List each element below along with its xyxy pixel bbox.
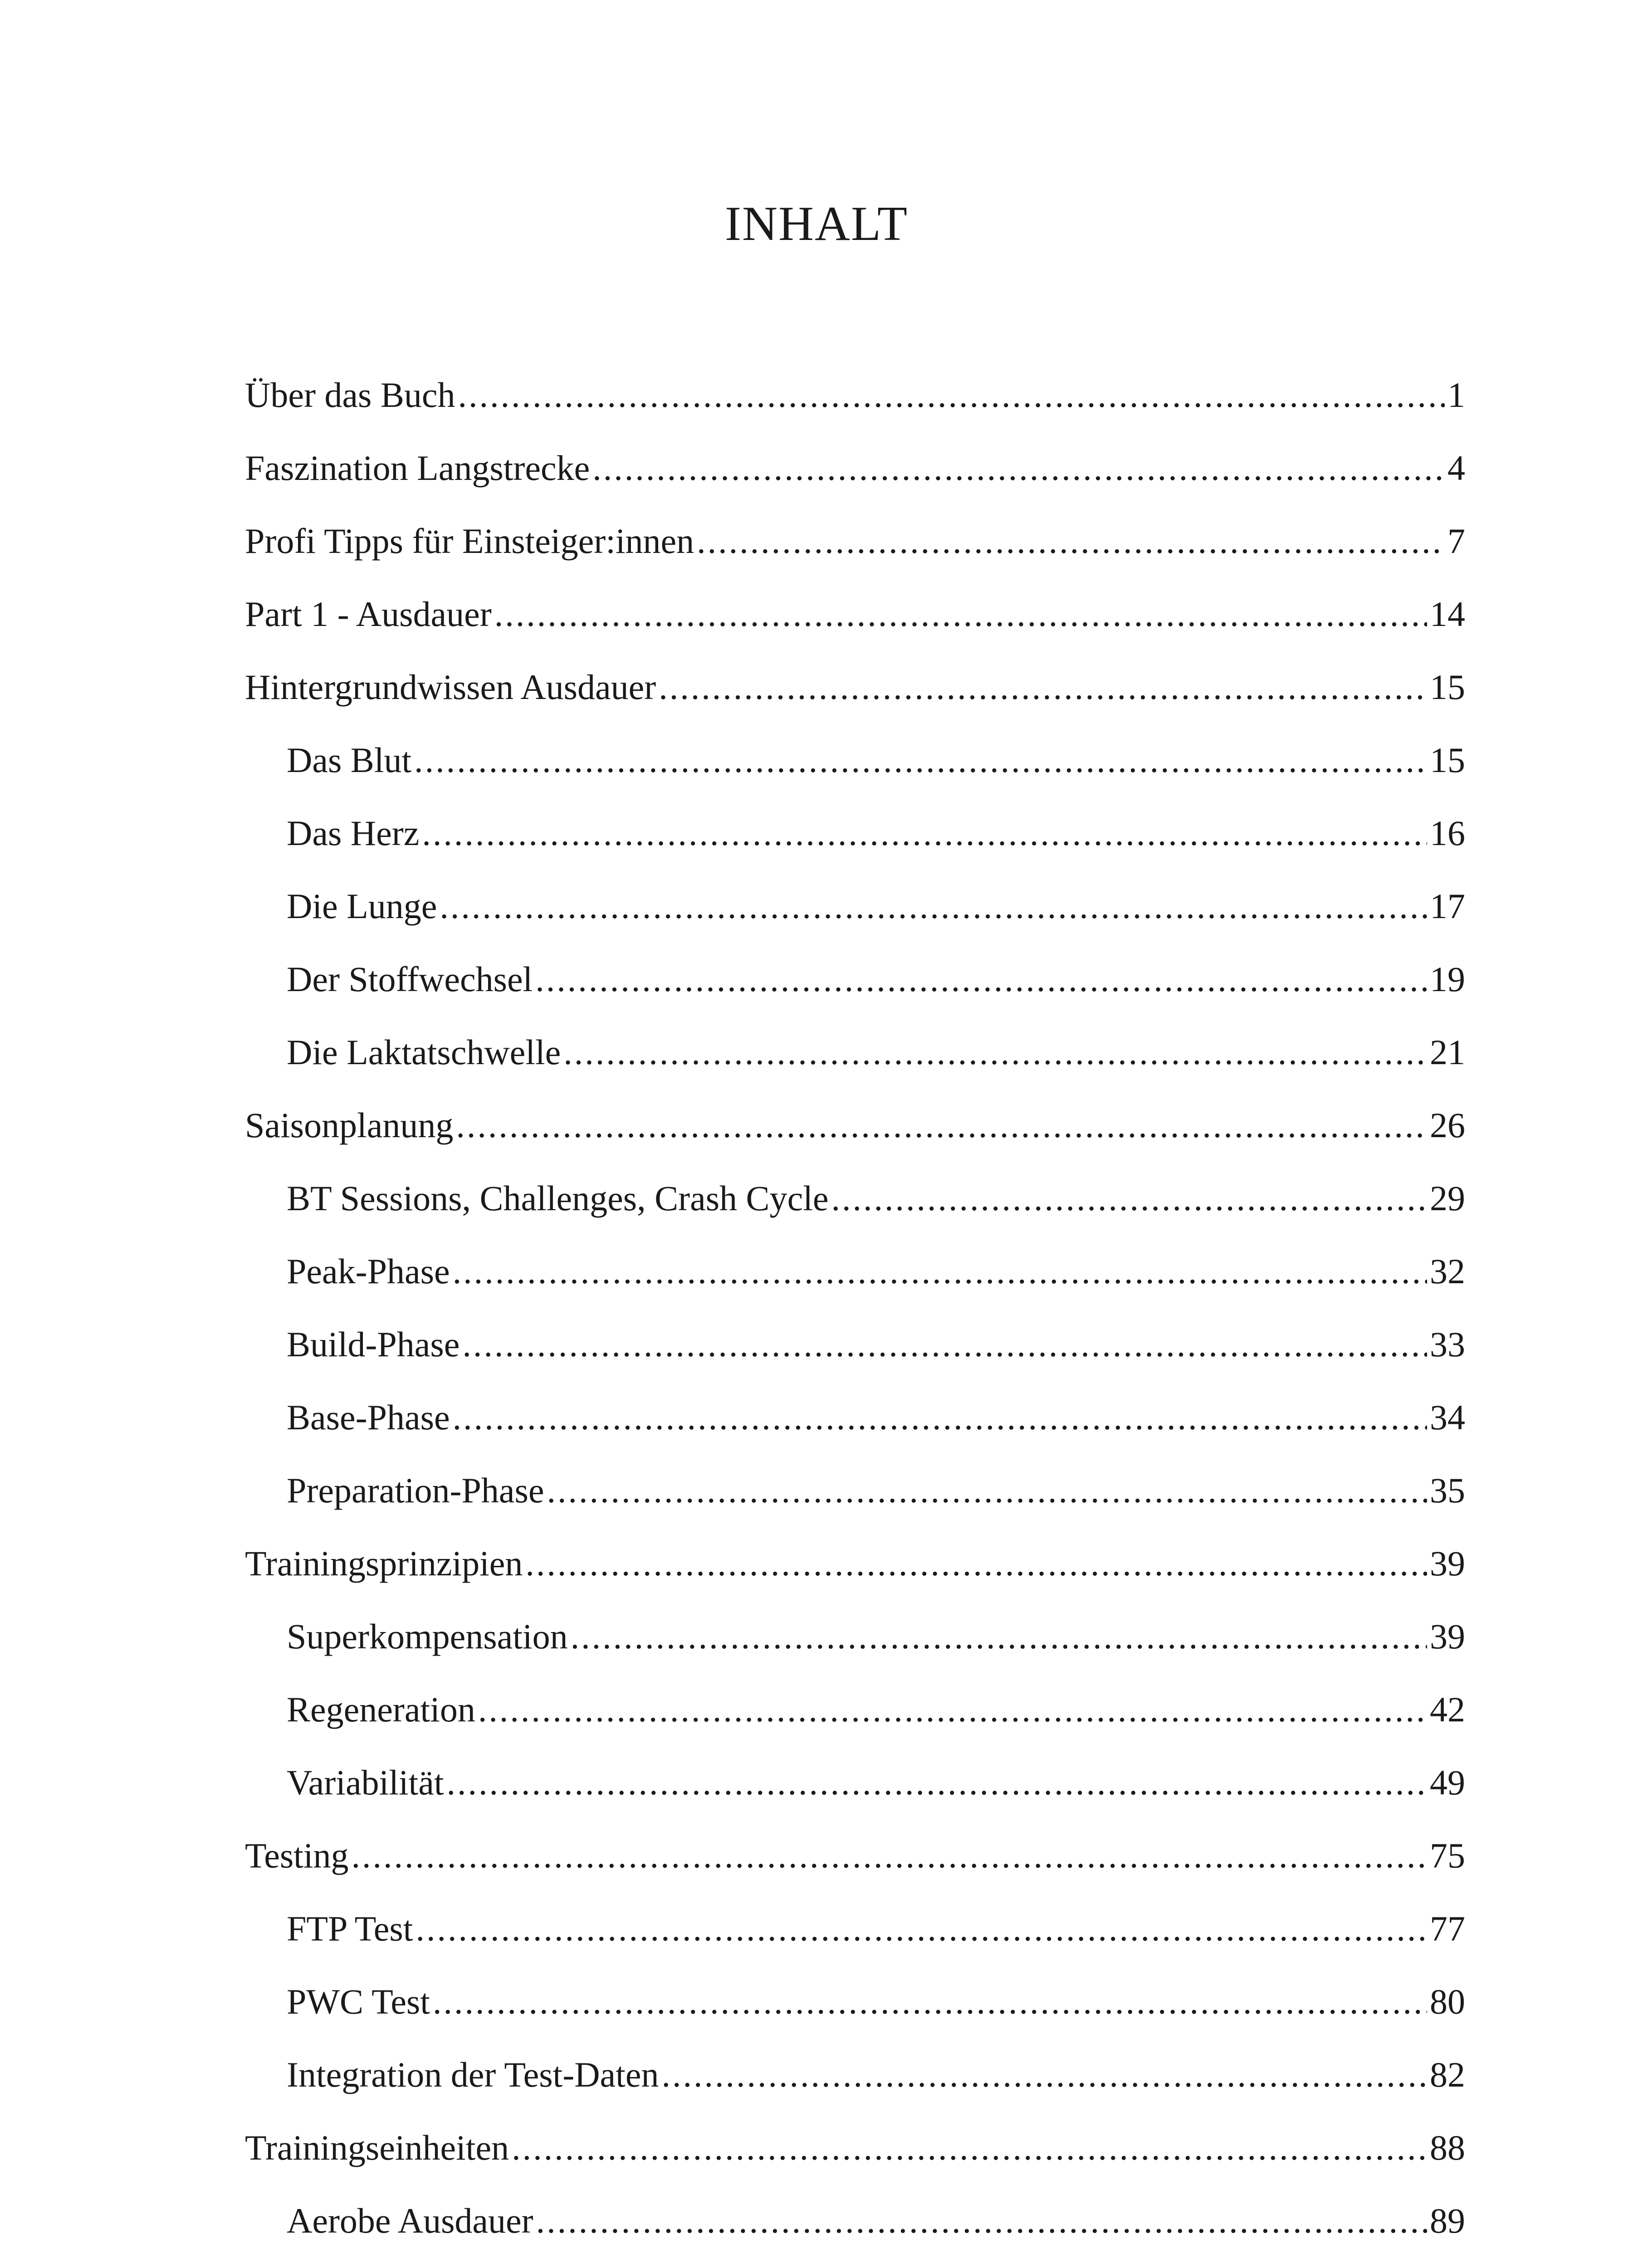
toc-entry-page-number: 88 bbox=[1430, 2128, 1465, 2167]
toc-dot-leader bbox=[571, 1600, 1427, 1673]
toc-entry-page-number: 39 bbox=[1430, 1544, 1465, 1583]
toc-entry[interactable] bbox=[245, 870, 1465, 943]
toc-entry-page-number: 33 bbox=[1430, 1325, 1465, 1364]
toc-entry-page-number: 80 bbox=[1430, 1982, 1465, 2021]
toc-entry[interactable] bbox=[245, 2111, 1465, 2184]
toc-entry-label: BT Sessions, Challenges, Crash Cycle bbox=[287, 1178, 829, 1218]
toc-entry-label: Aerobe Ausdauer bbox=[287, 2201, 533, 2240]
toc-entry[interactable] bbox=[245, 943, 1465, 1016]
toc-entry-label: Über das Buch bbox=[245, 375, 455, 415]
toc-entry-label: Das Blut bbox=[287, 740, 412, 780]
toc-dot-leader bbox=[447, 1746, 1427, 1819]
toc-entry-label: Regeneration bbox=[287, 1690, 475, 1729]
toc-entry-label: Hintergrundwissen Ausdauer bbox=[245, 667, 656, 707]
toc-entry-label: Integration der Test-Daten bbox=[287, 2055, 659, 2094]
toc-entry[interactable] bbox=[245, 1819, 1465, 1892]
toc-entry-page-number: 39 bbox=[1430, 1617, 1465, 1656]
toc-entry[interactable] bbox=[245, 1235, 1465, 1308]
toc-dot-leader bbox=[440, 870, 1427, 943]
toc-entry[interactable] bbox=[245, 1162, 1465, 1235]
toc-entry-label: Trainingsprinzipien bbox=[245, 1544, 523, 1583]
toc-entry-page-number: 4 bbox=[1447, 448, 1465, 488]
toc-entry[interactable] bbox=[245, 650, 1465, 723]
toc-entry-label: Variabilität bbox=[287, 1763, 444, 1802]
toc-entry-page-number: 19 bbox=[1430, 959, 1465, 999]
toc-entry[interactable] bbox=[245, 723, 1465, 797]
toc-dot-leader bbox=[422, 797, 1427, 870]
toc-entry-label: Preparation-Phase bbox=[287, 1471, 544, 1510]
toc-entry-page-number: 21 bbox=[1430, 1032, 1465, 1072]
toc-entry-label: Base-Phase bbox=[287, 1398, 450, 1437]
toc-entry-page-number: 7 bbox=[1447, 521, 1465, 561]
toc-dot-leader bbox=[831, 1162, 1428, 1235]
toc-entry-page-number: 35 bbox=[1430, 1471, 1465, 1510]
toc-dot-leader bbox=[453, 1235, 1427, 1308]
toc-entry-page-number: 32 bbox=[1430, 1251, 1465, 1291]
toc-entry[interactable] bbox=[245, 1600, 1465, 1673]
toc-entry[interactable] bbox=[245, 1381, 1465, 1454]
toc-dot-leader bbox=[659, 650, 1427, 723]
toc-dot-leader bbox=[697, 504, 1445, 577]
toc-entry[interactable] bbox=[245, 2184, 1465, 2257]
toc-dot-leader bbox=[494, 577, 1427, 650]
toc-entry-label: Build-Phase bbox=[287, 1325, 460, 1364]
toc-entry-label: Testing bbox=[245, 1836, 349, 1875]
toc-entry-label: FTP Test bbox=[287, 1909, 413, 1948]
toc-dot-leader bbox=[352, 1819, 1427, 1892]
toc-entry-label: Das Herz bbox=[287, 813, 420, 853]
toc-entry-page-number: 34 bbox=[1430, 1398, 1465, 1437]
toc-dot-leader bbox=[535, 943, 1427, 1016]
toc-entry-page-number: 75 bbox=[1430, 1836, 1465, 1875]
toc-entry-label: Faszination Langstrecke bbox=[245, 448, 590, 488]
toc-entry[interactable] bbox=[245, 1673, 1465, 1746]
toc-entry[interactable] bbox=[245, 431, 1465, 504]
toc-entry-page-number: 29 bbox=[1430, 1178, 1465, 1218]
toc-entry-label: PWC Test bbox=[287, 1982, 430, 2021]
toc-entry-label: Der Stoffwechsel bbox=[287, 959, 533, 999]
toc-entry-page-number: 15 bbox=[1430, 740, 1465, 780]
toc-entry[interactable] bbox=[245, 2038, 1465, 2111]
toc-entry[interactable] bbox=[245, 1527, 1465, 1600]
toc-entry[interactable] bbox=[245, 1454, 1465, 1527]
toc-entry-page-number: 17 bbox=[1430, 886, 1465, 926]
toc-entry[interactable] bbox=[245, 1089, 1465, 1162]
toc-dot-leader bbox=[433, 1965, 1427, 2038]
toc-dot-leader bbox=[563, 1016, 1427, 1089]
toc-entry-page-number: 77 bbox=[1430, 1909, 1465, 1948]
toc-entry-label: Part 1 - Ausdauer bbox=[245, 594, 492, 634]
toc-dot-leader bbox=[414, 723, 1427, 797]
toc-entry[interactable] bbox=[245, 577, 1465, 650]
toc-entry-page-number: 49 bbox=[1430, 1763, 1465, 1802]
toc-entry-page-number: 42 bbox=[1430, 1690, 1465, 1729]
toc-entry[interactable] bbox=[245, 1308, 1465, 1381]
toc-entry[interactable] bbox=[245, 1892, 1465, 1965]
toc-dot-leader bbox=[458, 358, 1445, 431]
toc-entry[interactable] bbox=[245, 1965, 1465, 2038]
toc-entry-page-number: 14 bbox=[1430, 594, 1465, 634]
toc-entry[interactable] bbox=[245, 1746, 1465, 1819]
toc-dot-leader bbox=[525, 1527, 1427, 1600]
toc-dot-leader bbox=[592, 431, 1445, 504]
toc-dot-leader bbox=[416, 1892, 1427, 1965]
toc-dot-leader bbox=[536, 2184, 1427, 2257]
toc-entry-label: Die Lunge bbox=[287, 886, 437, 926]
toc-entry-page-number: 15 bbox=[1430, 667, 1465, 707]
toc-dot-leader bbox=[456, 1089, 1427, 1162]
toc-entry[interactable] bbox=[245, 504, 1465, 577]
toc-dot-leader bbox=[453, 1381, 1427, 1454]
toc-entry-label: Superkompensation bbox=[287, 1617, 568, 1656]
toc-entry-label: Die Laktatschwelle bbox=[287, 1032, 561, 1072]
toc-entry-page-number: 16 bbox=[1430, 813, 1465, 853]
toc-dot-leader bbox=[512, 2111, 1427, 2184]
toc-dot-leader bbox=[661, 2038, 1427, 2111]
toc-entry-page-number: 26 bbox=[1430, 1105, 1465, 1145]
toc-entry[interactable] bbox=[245, 358, 1465, 431]
toc-entry-label: Profi Tipps für Einsteiger:innen bbox=[245, 521, 694, 561]
page-title: INHALT bbox=[725, 197, 908, 251]
toc-entry-page-number: 82 bbox=[1430, 2055, 1465, 2094]
toc-dot-leader bbox=[462, 1308, 1427, 1381]
toc-entry-label: Trainingseinheiten bbox=[245, 2128, 509, 2167]
table-of-contents bbox=[245, 358, 1465, 2257]
toc-entry[interactable] bbox=[245, 1016, 1465, 1089]
toc-dot-leader bbox=[478, 1673, 1427, 1746]
toc-entry-page-number: 89 bbox=[1430, 2201, 1465, 2240]
toc-entry-label: Saisonplanung bbox=[245, 1105, 454, 1145]
toc-dot-leader bbox=[547, 1454, 1427, 1527]
toc-entry-page-number: 1 bbox=[1447, 375, 1465, 415]
toc-entry-label: Peak-Phase bbox=[287, 1251, 450, 1291]
toc-entry[interactable] bbox=[245, 797, 1465, 870]
